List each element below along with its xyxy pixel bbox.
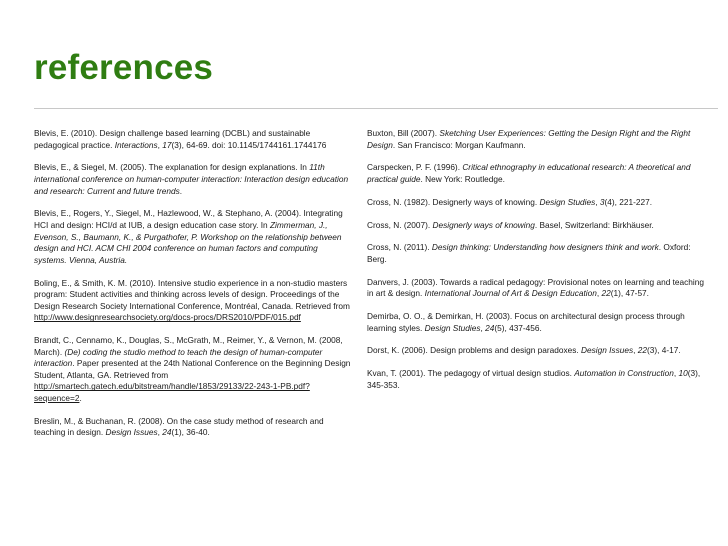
reference-text: Demirba, O. O., & Demirkan, H. (2003). Focus on architectural design process through learning styles. [367, 311, 685, 333]
reference-text: Cross, N. (2011). [367, 242, 432, 253]
reference-text: (1), 36-40. [171, 427, 210, 438]
reference-entry [367, 311, 710, 334]
reference-entry [367, 277, 710, 300]
reference-text: . [79, 393, 82, 404]
reference-italic-text: Design Studies [424, 322, 481, 333]
reference-text: . Oxford: Berg. [367, 242, 691, 264]
reference-italic-text: (De) coding the studio method to teach the design of human-computer interaction [34, 346, 323, 369]
reference-entry [34, 278, 352, 324]
reference-italic-text: 22 [637, 345, 647, 356]
reference-italic-text: 11th international conference on human-computer interaction: Interaction design education and research: Current and future trends [34, 162, 349, 196]
reference-italic-text: Sketching User Experiences: Getting the Design Right and the Right Design [367, 128, 691, 150]
reference-text: . Paper presented at the 24th National Conference on the Beginning Design Student, Atlanta, GA. Retrieved from [34, 358, 351, 380]
reference-entry [34, 162, 352, 197]
reference-italic-text: 24 [162, 427, 172, 438]
reference-text: Kvan, T. (2001). The pedagogy of virtual design studios. [367, 368, 575, 379]
references-right-column [367, 128, 710, 403]
reference-text: (3), 345-353. [367, 368, 701, 390]
reference-italic-text: 3 [599, 196, 605, 207]
reference-text: , [480, 322, 486, 333]
reference-entry [34, 128, 352, 151]
reference-text: (5), 437-456. [494, 322, 542, 333]
reference-link[interactable]: http://www.designresearchsociety.org/docs-procs/DRS2010/PDF/015.pdf [34, 312, 301, 323]
reference-link[interactable]: http://smartech.gatech.edu/bitstream/handle/1853/29133/22-243-1-PB.pdf?sequence=2 [34, 381, 310, 404]
reference-text: , [633, 345, 638, 356]
reference-entry [367, 345, 710, 357]
reference-entry [367, 162, 710, 185]
reference-text: (1), 47-57. [610, 288, 649, 299]
reference-text: (3), 4-17. [646, 345, 681, 356]
reference-italic-text: Critical ethnography in educational research: A theoretical and practical guide [367, 162, 691, 184]
reference-text: , [157, 427, 163, 438]
reference-text: . San Francisco: Morgan Kaufmann. [392, 139, 526, 150]
reference-text: (3), 64-69. doi: 10.1145/1744161.1744176 [171, 139, 327, 150]
reference-text: Blevis, E., Rogers, Y., Siegel, M., Hazlewood, W., & Stephano, A. (2004). Integrating HCI and design: HCI/d at IUB, a design education case story. In [34, 208, 343, 230]
reference-italic-text: 17 [162, 139, 172, 150]
reference-entry [34, 208, 352, 266]
reference-italic-text: Design Issues [581, 345, 634, 356]
page-title: references [34, 48, 214, 87]
reference-text: , [157, 139, 163, 150]
reference-text: Breslin, M., & Buchanan, R. (2008). On the case study method of research and teaching in design. [34, 415, 324, 438]
reference-italic-text: Designerly ways of knowing [432, 219, 535, 230]
reference-text: , [596, 288, 602, 299]
reference-text: . New York: Routledge. [420, 173, 505, 184]
reference-text: Dorst, K. (2006). Design problems and design paradoxes. [367, 345, 581, 356]
reference-text: Danvers, J. (2003). Towards a radical pedagogy: Provisional notes on learning and teaching in art & design. [367, 276, 704, 299]
reference-text: , [673, 368, 679, 379]
reference-italic-text: Design Issues [105, 427, 158, 438]
reference-text: Brandt, C., Cennamo, K., Douglas, S., McGrath, M., Reimer, Y., & Vernon, M. (2008, March). [34, 335, 343, 357]
reference-entry [367, 197, 710, 209]
title-divider [34, 108, 718, 109]
reference-entry [367, 128, 710, 151]
reference-entry [367, 242, 710, 265]
reference-text: Buxton, Bill (2007). [367, 128, 440, 138]
reference-text: Cross, N. (2007). [367, 219, 433, 230]
reference-italic-text: 22 [601, 288, 611, 299]
references-left-column [34, 128, 352, 450]
reference-text: , [595, 196, 600, 207]
reference-text: Blevis, E., & Siegel, M. (2005). The explanation for design explanations. In [34, 162, 310, 173]
reference-entry [367, 368, 710, 391]
reference-italic-text: Interactions [114, 139, 158, 150]
reference-text: . Basel, Switzerland: Birkhäuser. [534, 219, 654, 230]
reference-text: Cross, N. (1982). Designerly ways of knowing. [367, 196, 540, 207]
reference-entry [34, 335, 352, 405]
reference-italic-text: International Journal of Art & Design Education [424, 288, 597, 299]
reference-italic-text: 10 [678, 368, 688, 379]
reference-italic-text: Design Studies [539, 196, 596, 207]
reference-text: Carspecken, P. F. (1996). [367, 162, 463, 173]
reference-italic-text: Zimmerman, J., Evenson, S., Baumann, K., & Purgathofer, P. Workshop on the relationship between design and HCI. ACM CHI 2004 conference on human factors and computing systems. Vienna, Austria. [34, 219, 342, 265]
reference-entry [367, 220, 710, 232]
reference-italic-text: Automation in Construction [574, 368, 674, 379]
reference-entry [34, 416, 352, 439]
reference-text: (4), 221-227. [604, 196, 653, 207]
reference-text: Boling, E., & Smith, K. M. (2010). Intensive studio experience in a non-studio masters program: Student activities and thinking across levels of design. Proceedings of the Design Research Society International Conference, Montréal, Canada. Retrieved from [34, 277, 350, 311]
reference-text: . [179, 185, 183, 196]
reference-italic-text: 24 [485, 322, 495, 333]
reference-italic-text: Design thinking: Understanding how designers think and work [431, 242, 659, 253]
reference-text: Blevis, E. (2010). Design challenge based learning (DCBL) and sustainable pedagogical practice. [34, 128, 311, 150]
